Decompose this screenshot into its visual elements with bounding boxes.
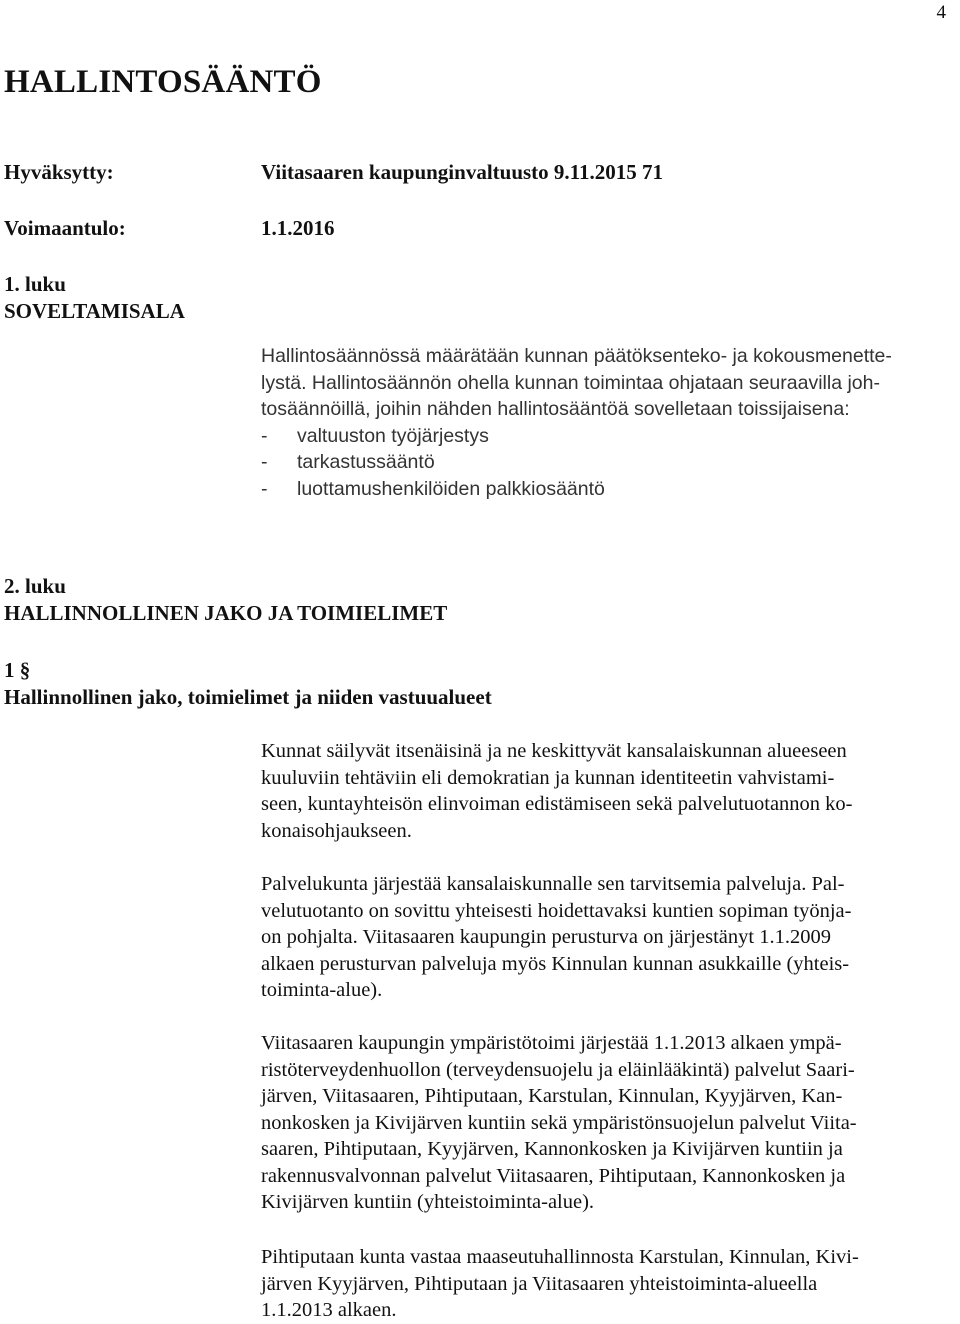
scope-line: Hallintosäännössä määrätään kunnan päätöksenteko- ja kokousmenette- [261, 345, 892, 367]
paragraph-line: 1.1.2013 alkaen. [261, 1299, 397, 1321]
chapter-2-number: 2. luku [4, 574, 66, 598]
approved-label: Hyväksytty: [4, 160, 114, 184]
paragraph-1 [261, 738, 951, 844]
scope-paragraph [261, 343, 951, 502]
paragraph-3 [261, 1030, 951, 1216]
paragraph-line: Palvelukunta järjestää kansalaiskunnalle sen tarvitsemia palveluja. Pal- [261, 873, 845, 895]
paragraph-line: konaisohjaukseen. [261, 819, 412, 842]
paragraph-4 [261, 1244, 951, 1324]
list-item: - tarkastussääntö [261, 451, 435, 473]
scope-line: tosäännöillä, joihin nähden hallintosääntöä sovelletaan toissijaisena: [261, 398, 850, 420]
effective-value: 1.1.2016 [261, 216, 335, 240]
paragraph-line: Kivijärven kuntiin (yhteistoiminta-alue). [261, 1191, 595, 1213]
page-number: 4 [936, 2, 946, 23]
chapter-2-header [4, 573, 704, 627]
list-item: - luottamushenkilöiden palkkiosääntö [261, 477, 605, 500]
effective-label: Voimaantulo: [4, 216, 126, 240]
paragraph-line: toiminta-alue). [261, 979, 383, 1001]
paragraph-line: alkaen perusturvan palveluja myös Kinnulan kunnan asukkaille (yhteis- [261, 952, 850, 975]
paragraph-line: saaren, Pihtiputaan, Kyyjärven, Kannonkosken ja Kivijärven kuntiin ja [261, 1138, 843, 1160]
paragraph-line: velutuotanto on sovittu yhteisesti hoidettavaksi kuntien sopiman työnja- [261, 899, 852, 922]
paragraph-line: ristöterveydenhuollon (terveydensuojelu ja eläinlääkintä) palvelut Saari- [261, 1058, 855, 1081]
section-1-number: 1 § [4, 658, 31, 682]
section-sign-icon: § [19, 658, 31, 682]
paragraph-line: järven Kyyjärven, Pihtiputaan ja Viitasaaren yhteistoiminta-alueella [261, 1272, 818, 1295]
chapter-1-number: 1. luku [4, 272, 66, 296]
document-title: HALLINTOSÄÄNTÖ [4, 64, 322, 100]
scope-rule-list [261, 423, 951, 503]
paragraph-line: järven, Viitasaaren, Pihtiputaan, Karstulan, Kinnulan, Kyyjärven, Kan- [261, 1085, 843, 1107]
chapter-1-header [4, 271, 704, 325]
chapter-1-heading: SOVELTAMISALA [4, 299, 185, 323]
list-item: - valtuuston työjärjestys [261, 424, 489, 447]
paragraph-line: on pohjalta. Viitasaaren kaupungin perusturva on järjestänyt 1.1.2009 [261, 926, 831, 948]
paragraph-line: Pihtiputaan kunta vastaa maaseutuhallinnosta Karstulan, Kinnulan, Kivi- [261, 1246, 859, 1268]
paragraph-line: nonkosken ja Kivijärven kuntiin sekä ympäristönsuojelun palvelut Viita- [261, 1111, 857, 1134]
paragraph-2 [261, 871, 951, 1004]
chapter-2-heading: HALLINNOLLINEN JAKO JA TOIMIELIMET [4, 601, 448, 625]
approved-value: Viitasaaren kaupunginvaltuusto 9.11.2015 71 [261, 160, 664, 184]
section-1-heading: Hallinnollinen jako, toimielimet ja niiden vastuualueet [4, 685, 492, 709]
scope-line: lystä. Hallintosäännön ohella kunnan toimintaa ohjataan seuraavilla joh- [261, 371, 880, 394]
section-1-header [4, 657, 704, 711]
paragraph-line: Viitasaaren kaupungin ympäristötoimi järjestää 1.1.2013 alkaen ympä- [261, 1032, 842, 1054]
paragraph-line: Kunnat säilyvät itsenäisinä ja ne keskittyvät kansalaiskunnan alueeseen [261, 740, 847, 762]
paragraph-line: rakennusvalvonnan palvelut Viitasaaren, Pihtiputaan, Kannonkosken ja [261, 1164, 846, 1187]
paragraph-line: kuuluviin tehtäviin eli demokratian ja kunnan identiteetin vahvistami- [261, 766, 835, 789]
paragraph-line: seen, kuntayhteisön elinvoiman edistämiseen sekä palvelutuotannon ko- [261, 793, 853, 815]
